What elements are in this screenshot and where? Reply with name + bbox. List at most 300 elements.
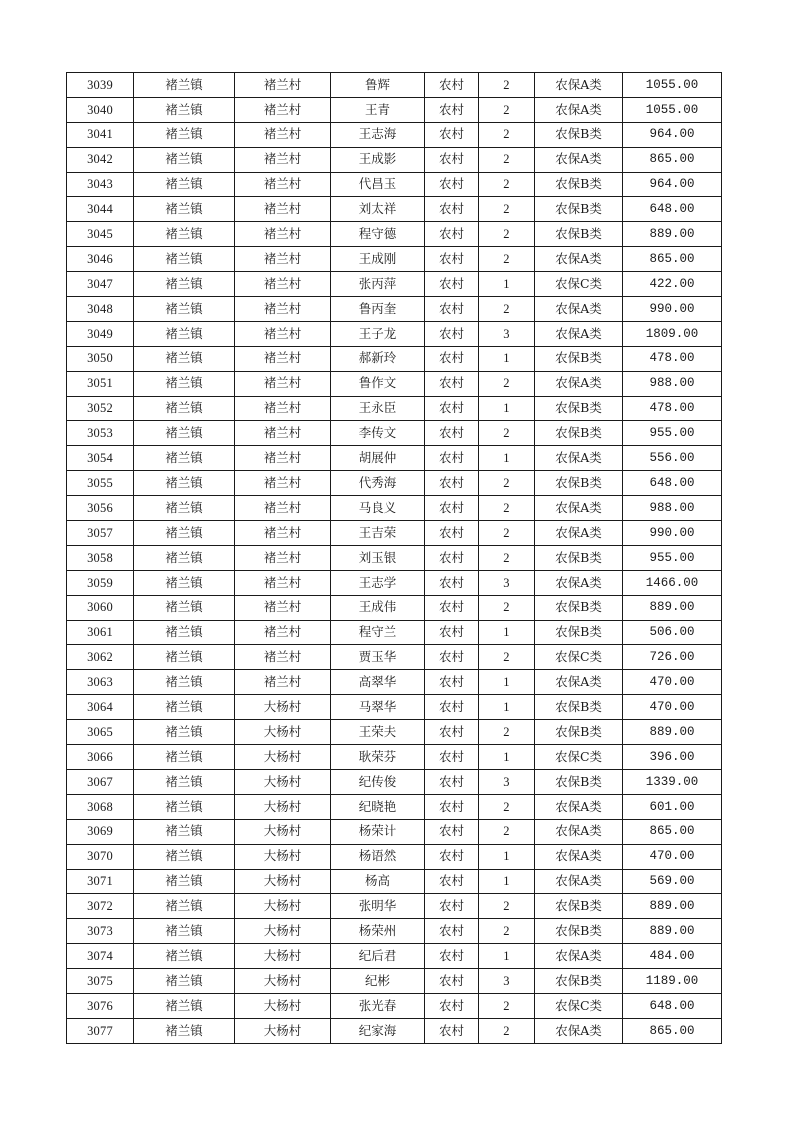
cell-category: 农保B类 [535, 545, 623, 570]
cell-village: 褚兰村 [235, 272, 331, 297]
cell-name: 杨荣州 [331, 919, 425, 944]
cell-town: 褚兰镇 [134, 396, 235, 421]
cell-count: 1 [479, 670, 535, 695]
cell-category: 农保C类 [535, 272, 623, 297]
cell-village: 大杨村 [235, 819, 331, 844]
cell-name: 纪传俊 [331, 769, 425, 794]
cell-name: 杨语然 [331, 844, 425, 869]
cell-village: 褚兰村 [235, 97, 331, 122]
cell-name: 耿荣芬 [331, 745, 425, 770]
cell-type: 农村 [425, 1018, 479, 1043]
cell-id: 3063 [67, 670, 134, 695]
table-row [67, 346, 722, 371]
cell-id: 3062 [67, 645, 134, 670]
cell-village: 褚兰村 [235, 595, 331, 620]
table-row [67, 670, 722, 695]
cell-id: 3049 [67, 321, 134, 346]
cell-amount: 470.00 [623, 695, 722, 720]
table-row [67, 147, 722, 172]
cell-type: 农村 [425, 97, 479, 122]
cell-type: 农村 [425, 272, 479, 297]
cell-type: 农村 [425, 969, 479, 994]
table-row [67, 1018, 722, 1043]
cell-town: 褚兰镇 [134, 620, 235, 645]
cell-id: 3077 [67, 1018, 134, 1043]
table-row [67, 321, 722, 346]
cell-amount: 1189.00 [623, 969, 722, 994]
table-row [67, 745, 722, 770]
cell-amount: 865.00 [623, 247, 722, 272]
cell-name: 张光春 [331, 993, 425, 1018]
cell-count: 2 [479, 794, 535, 819]
cell-name: 鲁丙奎 [331, 297, 425, 322]
cell-type: 农村 [425, 471, 479, 496]
cell-town: 褚兰镇 [134, 297, 235, 322]
cell-id: 3070 [67, 844, 134, 869]
cell-type: 农村 [425, 545, 479, 570]
cell-name: 王青 [331, 97, 425, 122]
cell-type: 农村 [425, 919, 479, 944]
cell-id: 3043 [67, 172, 134, 197]
cell-id: 3048 [67, 297, 134, 322]
table-row [67, 421, 722, 446]
cell-village: 大杨村 [235, 969, 331, 994]
cell-village: 大杨村 [235, 695, 331, 720]
cell-category: 农保A类 [535, 371, 623, 396]
cell-name: 张丙萍 [331, 272, 425, 297]
cell-category: 农保C类 [535, 745, 623, 770]
cell-name: 王成刚 [331, 247, 425, 272]
cell-town: 褚兰镇 [134, 769, 235, 794]
cell-village: 大杨村 [235, 745, 331, 770]
table-row [67, 969, 722, 994]
cell-town: 褚兰镇 [134, 595, 235, 620]
cell-name: 杨荣计 [331, 819, 425, 844]
table-row [67, 73, 722, 98]
cell-count: 3 [479, 321, 535, 346]
cell-town: 褚兰镇 [134, 172, 235, 197]
cell-name: 王志学 [331, 570, 425, 595]
table-row [67, 446, 722, 471]
table-row [67, 272, 722, 297]
cell-count: 2 [479, 471, 535, 496]
cell-name: 马良义 [331, 496, 425, 521]
cell-type: 农村 [425, 869, 479, 894]
cell-category: 农保A类 [535, 247, 623, 272]
cell-name: 纪彬 [331, 969, 425, 994]
cell-amount: 648.00 [623, 471, 722, 496]
cell-type: 农村 [425, 993, 479, 1018]
table-row [67, 720, 722, 745]
cell-village: 大杨村 [235, 720, 331, 745]
cell-count: 1 [479, 745, 535, 770]
cell-category: 农保A类 [535, 97, 623, 122]
cell-count: 3 [479, 969, 535, 994]
cell-id: 3069 [67, 819, 134, 844]
cell-town: 褚兰镇 [134, 321, 235, 346]
cell-category: 农保A类 [535, 446, 623, 471]
cell-town: 褚兰镇 [134, 969, 235, 994]
cell-village: 褚兰村 [235, 496, 331, 521]
cell-village: 褚兰村 [235, 396, 331, 421]
cell-village: 褚兰村 [235, 297, 331, 322]
table-row [67, 172, 722, 197]
cell-category: 农保A类 [535, 819, 623, 844]
cell-village: 褚兰村 [235, 570, 331, 595]
cell-name: 鲁作文 [331, 371, 425, 396]
cell-category: 农保A类 [535, 1018, 623, 1043]
cell-name: 李传文 [331, 421, 425, 446]
cell-type: 农村 [425, 346, 479, 371]
cell-category: 农保A类 [535, 869, 623, 894]
cell-id: 3042 [67, 147, 134, 172]
cell-count: 2 [479, 172, 535, 197]
cell-category: 农保B类 [535, 620, 623, 645]
cell-id: 3055 [67, 471, 134, 496]
cell-category: 农保A类 [535, 147, 623, 172]
cell-type: 农村 [425, 745, 479, 770]
cell-amount: 478.00 [623, 396, 722, 421]
cell-count: 2 [479, 197, 535, 222]
cell-town: 褚兰镇 [134, 570, 235, 595]
cell-type: 农村 [425, 147, 479, 172]
cell-category: 农保B类 [535, 695, 623, 720]
cell-village: 褚兰村 [235, 620, 331, 645]
cell-town: 褚兰镇 [134, 521, 235, 546]
cell-id: 3072 [67, 894, 134, 919]
table-row [67, 944, 722, 969]
cell-id: 3076 [67, 993, 134, 1018]
cell-category: 农保B类 [535, 396, 623, 421]
cell-amount: 990.00 [623, 521, 722, 546]
cell-name: 王志海 [331, 122, 425, 147]
cell-amount: 889.00 [623, 222, 722, 247]
cell-amount: 1339.00 [623, 769, 722, 794]
cell-name: 代昌玉 [331, 172, 425, 197]
cell-name: 王成影 [331, 147, 425, 172]
cell-village: 大杨村 [235, 769, 331, 794]
cell-type: 农村 [425, 421, 479, 446]
cell-amount: 865.00 [623, 147, 722, 172]
cell-type: 农村 [425, 496, 479, 521]
cell-village: 褚兰村 [235, 321, 331, 346]
cell-town: 褚兰镇 [134, 371, 235, 396]
cell-name: 郝新玲 [331, 346, 425, 371]
cell-name: 张明华 [331, 894, 425, 919]
cell-town: 褚兰镇 [134, 819, 235, 844]
cell-type: 农村 [425, 446, 479, 471]
data-table [66, 72, 722, 1044]
cell-type: 农村 [425, 769, 479, 794]
cell-count: 2 [479, 147, 535, 172]
cell-town: 褚兰镇 [134, 97, 235, 122]
cell-id: 3040 [67, 97, 134, 122]
cell-id: 3065 [67, 720, 134, 745]
cell-id: 3073 [67, 919, 134, 944]
cell-category: 农保A类 [535, 73, 623, 98]
cell-amount: 988.00 [623, 371, 722, 396]
cell-town: 褚兰镇 [134, 844, 235, 869]
cell-name: 高翠华 [331, 670, 425, 695]
table-row [67, 794, 722, 819]
cell-category: 农保B类 [535, 919, 623, 944]
cell-type: 农村 [425, 197, 479, 222]
cell-category: 农保B类 [535, 421, 623, 446]
cell-id: 3047 [67, 272, 134, 297]
cell-id: 3064 [67, 695, 134, 720]
cell-town: 褚兰镇 [134, 670, 235, 695]
table-row [67, 371, 722, 396]
cell-village: 褚兰村 [235, 122, 331, 147]
cell-village: 大杨村 [235, 869, 331, 894]
cell-count: 1 [479, 620, 535, 645]
cell-count: 2 [479, 122, 535, 147]
cell-type: 农村 [425, 620, 479, 645]
cell-type: 农村 [425, 73, 479, 98]
cell-amount: 506.00 [623, 620, 722, 645]
cell-town: 褚兰镇 [134, 222, 235, 247]
cell-amount: 990.00 [623, 297, 722, 322]
cell-id: 3066 [67, 745, 134, 770]
cell-village: 褚兰村 [235, 471, 331, 496]
cell-town: 褚兰镇 [134, 1018, 235, 1043]
cell-count: 2 [479, 545, 535, 570]
table-row [67, 695, 722, 720]
cell-count: 2 [479, 645, 535, 670]
cell-village: 褚兰村 [235, 446, 331, 471]
cell-village: 褚兰村 [235, 247, 331, 272]
cell-village: 大杨村 [235, 1018, 331, 1043]
cell-town: 褚兰镇 [134, 894, 235, 919]
cell-name: 王子龙 [331, 321, 425, 346]
cell-name: 刘太祥 [331, 197, 425, 222]
cell-amount: 988.00 [623, 496, 722, 521]
cell-town: 褚兰镇 [134, 745, 235, 770]
cell-type: 农村 [425, 297, 479, 322]
table-row [67, 545, 722, 570]
cell-count: 2 [479, 222, 535, 247]
cell-count: 1 [479, 396, 535, 421]
cell-count: 1 [479, 272, 535, 297]
cell-name: 马翠华 [331, 695, 425, 720]
cell-town: 褚兰镇 [134, 122, 235, 147]
cell-amount: 889.00 [623, 720, 722, 745]
cell-count: 2 [479, 919, 535, 944]
cell-village: 大杨村 [235, 894, 331, 919]
cell-category: 农保B类 [535, 122, 623, 147]
cell-name: 鲁辉 [331, 73, 425, 98]
cell-type: 农村 [425, 595, 479, 620]
cell-amount: 889.00 [623, 919, 722, 944]
cell-type: 农村 [425, 371, 479, 396]
cell-id: 3057 [67, 521, 134, 546]
table-row [67, 471, 722, 496]
cell-count: 2 [479, 97, 535, 122]
cell-amount: 601.00 [623, 794, 722, 819]
cell-amount: 955.00 [623, 545, 722, 570]
table-row [67, 894, 722, 919]
table-row [67, 869, 722, 894]
table-row [67, 595, 722, 620]
cell-count: 1 [479, 944, 535, 969]
cell-amount: 726.00 [623, 645, 722, 670]
cell-id: 3060 [67, 595, 134, 620]
cell-amount: 865.00 [623, 819, 722, 844]
table-body [67, 73, 722, 1044]
cell-amount: 470.00 [623, 670, 722, 695]
table-row [67, 97, 722, 122]
cell-town: 褚兰镇 [134, 147, 235, 172]
cell-name: 杨高 [331, 869, 425, 894]
table-row [67, 993, 722, 1018]
cell-count: 2 [479, 595, 535, 620]
cell-category: 农保B类 [535, 769, 623, 794]
cell-amount: 396.00 [623, 745, 722, 770]
cell-category: 农保A类 [535, 521, 623, 546]
table-row [67, 521, 722, 546]
cell-name: 王荣夫 [331, 720, 425, 745]
cell-category: 农保A类 [535, 570, 623, 595]
cell-category: 农保A类 [535, 297, 623, 322]
cell-category: 农保A类 [535, 794, 623, 819]
cell-town: 褚兰镇 [134, 869, 235, 894]
cell-name: 纪晓艳 [331, 794, 425, 819]
cell-category: 农保B类 [535, 720, 623, 745]
table-row [67, 122, 722, 147]
cell-id: 3050 [67, 346, 134, 371]
cell-amount: 470.00 [623, 844, 722, 869]
cell-village: 褚兰村 [235, 222, 331, 247]
cell-amount: 865.00 [623, 1018, 722, 1043]
cell-type: 农村 [425, 720, 479, 745]
table-row [67, 645, 722, 670]
cell-count: 1 [479, 446, 535, 471]
cell-town: 褚兰镇 [134, 272, 235, 297]
cell-village: 褚兰村 [235, 421, 331, 446]
cell-id: 3067 [67, 769, 134, 794]
cell-count: 3 [479, 769, 535, 794]
cell-name: 程守兰 [331, 620, 425, 645]
cell-town: 褚兰镇 [134, 645, 235, 670]
cell-name: 胡展仲 [331, 446, 425, 471]
cell-category: 农保A类 [535, 321, 623, 346]
cell-village: 褚兰村 [235, 346, 331, 371]
cell-town: 褚兰镇 [134, 421, 235, 446]
cell-id: 3045 [67, 222, 134, 247]
cell-amount: 1055.00 [623, 97, 722, 122]
cell-count: 2 [479, 720, 535, 745]
cell-count: 1 [479, 844, 535, 869]
cell-village: 大杨村 [235, 844, 331, 869]
cell-category: 农保B类 [535, 894, 623, 919]
cell-name: 纪后君 [331, 944, 425, 969]
cell-count: 2 [479, 894, 535, 919]
cell-name: 贾玉华 [331, 645, 425, 670]
cell-village: 褚兰村 [235, 147, 331, 172]
cell-town: 褚兰镇 [134, 446, 235, 471]
cell-category: 农保A类 [535, 496, 623, 521]
cell-type: 农村 [425, 570, 479, 595]
cell-amount: 569.00 [623, 869, 722, 894]
cell-amount: 1809.00 [623, 321, 722, 346]
cell-id: 3046 [67, 247, 134, 272]
cell-id: 3056 [67, 496, 134, 521]
table-row [67, 844, 722, 869]
cell-type: 农村 [425, 222, 479, 247]
cell-type: 农村 [425, 844, 479, 869]
cell-id: 3059 [67, 570, 134, 595]
cell-village: 褚兰村 [235, 645, 331, 670]
cell-amount: 1466.00 [623, 570, 722, 595]
table-row [67, 247, 722, 272]
cell-category: 农保B类 [535, 222, 623, 247]
cell-type: 农村 [425, 172, 479, 197]
cell-type: 农村 [425, 521, 479, 546]
cell-category: 农保A类 [535, 670, 623, 695]
cell-count: 1 [479, 346, 535, 371]
cell-id: 3052 [67, 396, 134, 421]
cell-id: 3044 [67, 197, 134, 222]
cell-count: 2 [479, 371, 535, 396]
cell-id: 3061 [67, 620, 134, 645]
cell-id: 3058 [67, 545, 134, 570]
cell-type: 农村 [425, 670, 479, 695]
cell-village: 褚兰村 [235, 521, 331, 546]
cell-town: 褚兰镇 [134, 944, 235, 969]
cell-name: 王成伟 [331, 595, 425, 620]
cell-town: 褚兰镇 [134, 73, 235, 98]
cell-town: 褚兰镇 [134, 496, 235, 521]
cell-village: 褚兰村 [235, 197, 331, 222]
cell-type: 农村 [425, 247, 479, 272]
cell-town: 褚兰镇 [134, 919, 235, 944]
cell-category: 农保A类 [535, 944, 623, 969]
cell-village: 褚兰村 [235, 371, 331, 396]
cell-category: 农保B类 [535, 595, 623, 620]
cell-amount: 648.00 [623, 993, 722, 1018]
cell-village: 大杨村 [235, 919, 331, 944]
cell-town: 褚兰镇 [134, 471, 235, 496]
cell-town: 褚兰镇 [134, 993, 235, 1018]
cell-town: 褚兰镇 [134, 197, 235, 222]
cell-count: 2 [479, 421, 535, 446]
cell-count: 2 [479, 297, 535, 322]
cell-id: 3068 [67, 794, 134, 819]
cell-type: 农村 [425, 944, 479, 969]
cell-id: 3041 [67, 122, 134, 147]
cell-type: 农村 [425, 894, 479, 919]
cell-village: 大杨村 [235, 794, 331, 819]
cell-name: 刘玉银 [331, 545, 425, 570]
cell-name: 王吉荣 [331, 521, 425, 546]
cell-type: 农村 [425, 396, 479, 421]
cell-name: 程守德 [331, 222, 425, 247]
cell-id: 3039 [67, 73, 134, 98]
cell-town: 褚兰镇 [134, 695, 235, 720]
table-row [67, 396, 722, 421]
cell-name: 代秀海 [331, 471, 425, 496]
cell-id: 3071 [67, 869, 134, 894]
cell-type: 农村 [425, 321, 479, 346]
cell-category: 农保B类 [535, 471, 623, 496]
cell-id: 3075 [67, 969, 134, 994]
cell-count: 2 [479, 819, 535, 844]
cell-type: 农村 [425, 695, 479, 720]
table-row [67, 197, 722, 222]
cell-count: 2 [479, 1018, 535, 1043]
cell-count: 1 [479, 695, 535, 720]
cell-town: 褚兰镇 [134, 720, 235, 745]
